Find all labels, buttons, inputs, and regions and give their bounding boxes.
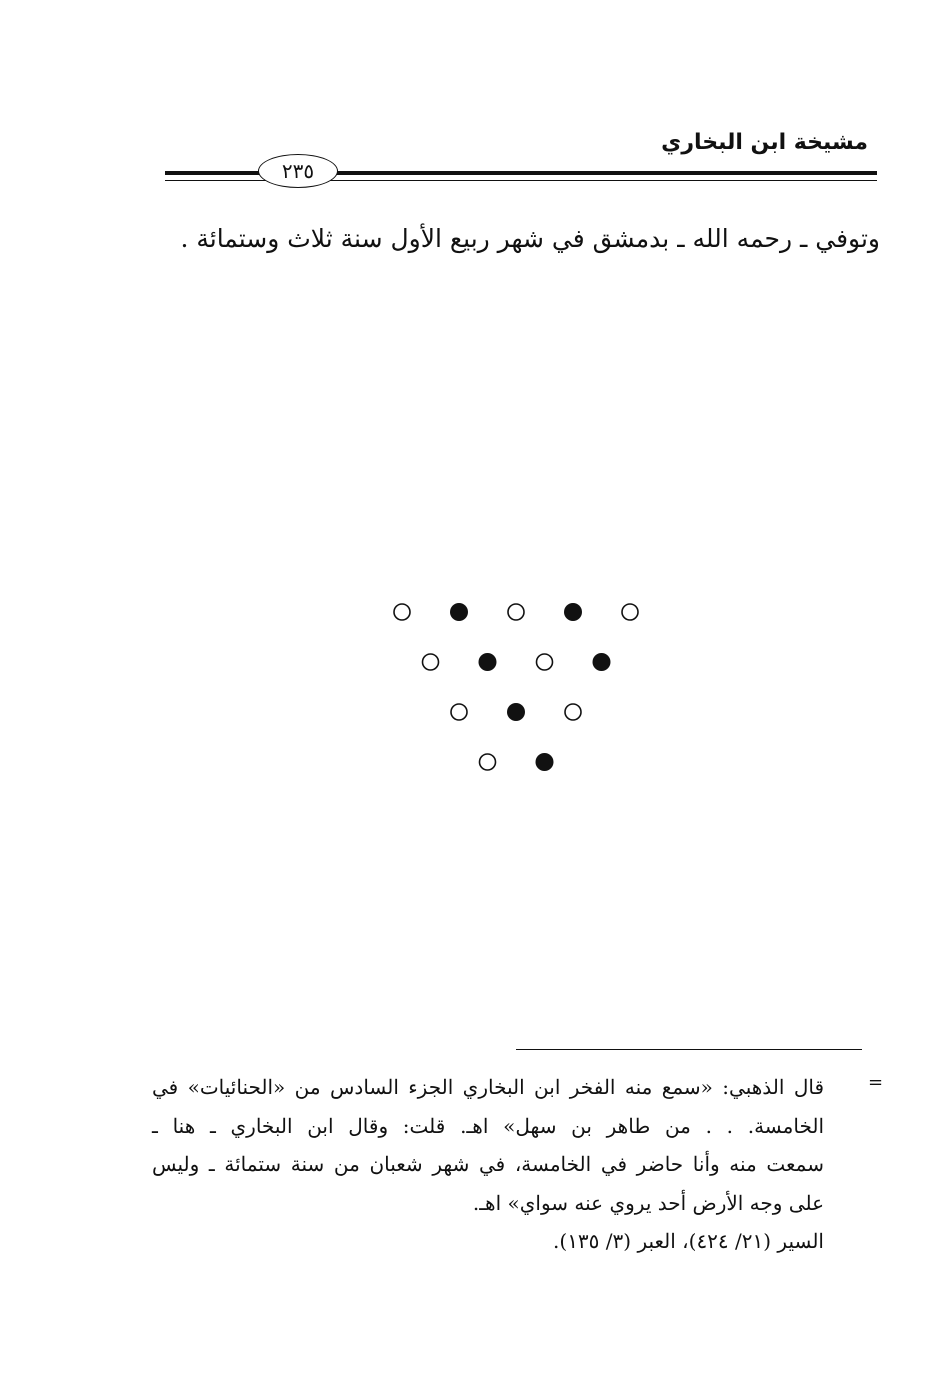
ornament-dot-filled [450, 603, 468, 621]
ornament-dot-empty [394, 604, 410, 620]
footnote-line-2: الخامسة. . . من طاهر بن سهل» اهـ. قلت: وقال ابن البخاري ـ هنا ـ [152, 1113, 824, 1138]
dot-ornament [380, 590, 650, 780]
ornament-dot-filled [507, 703, 525, 721]
page-number-badge [258, 154, 338, 188]
ornament-dot-empty [423, 654, 439, 670]
running-header-title: مشيخة ابن البخاري [661, 130, 868, 155]
ornament-dot-empty [565, 704, 581, 720]
footnote-line-4: على وجه الأرض أحد يروي عنه سواي» اهـ. [472, 1190, 824, 1215]
footnote-continuation-marker: = [868, 1072, 884, 1093]
page-number: ٢٣٥ [281, 159, 315, 183]
footnote-line-3: سمعت منه وأنا حاضر في الخامسة، في شهر شعبان من سنة ستمائة ـ وليس [152, 1152, 824, 1176]
ornament-dot-empty [480, 754, 496, 770]
footnote-line-1: قال الذهبي: «سمع منه الفخر ابن البخاري الجزء السادس من «الحنائيات» في [152, 1075, 824, 1099]
ornament-dot-filled [536, 753, 554, 771]
ornament-dot-empty [537, 654, 553, 670]
ornament-dot-empty [508, 604, 524, 620]
ornament-dot-filled [593, 653, 611, 671]
footnote-block [152, 1068, 824, 1261]
ornament-dot-filled [564, 603, 582, 621]
body-paragraph: وتوفي ـ رحمه الله ـ بدمشق في شهر ربيع الأول سنة ثلاث وستمائة . [180, 224, 880, 253]
footnote-line-5: السير (٢١/ ٤٢٤)، العبر (٣/ ١٣٥). [553, 1229, 824, 1253]
ornament-dot-empty [451, 704, 467, 720]
ornament-dot-empty [622, 604, 638, 620]
footnote-separator [516, 1049, 862, 1050]
ornament-dot-filled [479, 653, 497, 671]
